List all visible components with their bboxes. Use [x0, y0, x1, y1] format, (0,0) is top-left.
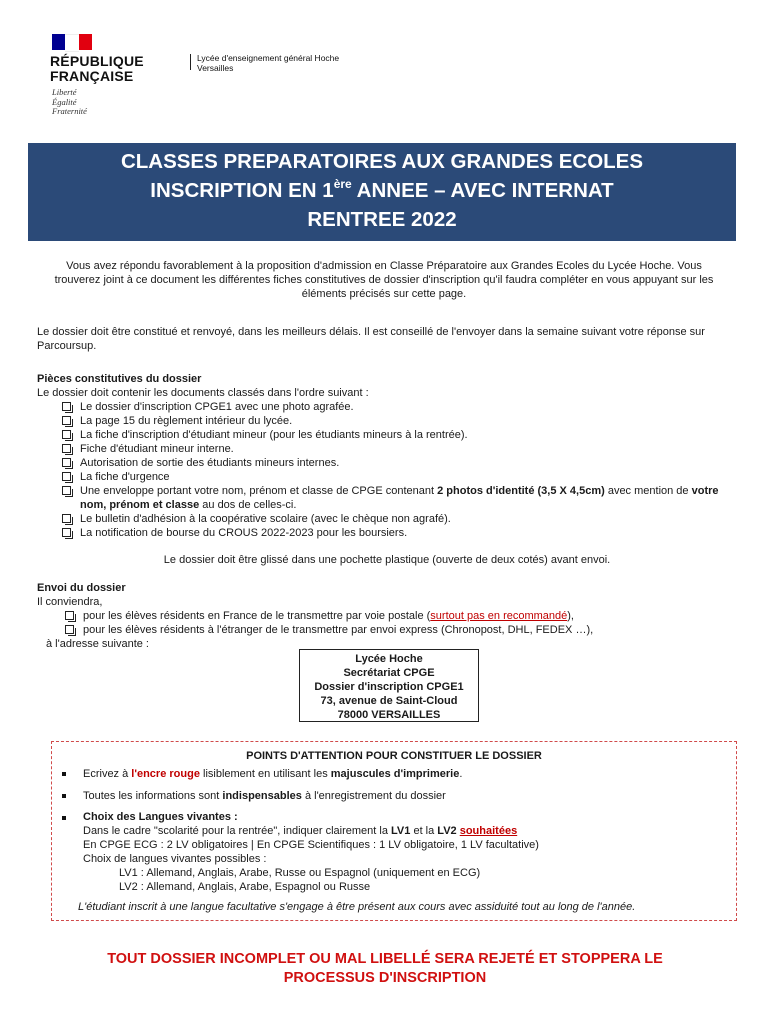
banner-line-2 [28, 176, 736, 205]
b2-b: indispensables [222, 790, 302, 802]
list-item [60, 414, 740, 428]
checkbox-icon [62, 486, 71, 495]
banner-line-2-post: ANNEE – AVEC INTERNAT [351, 179, 614, 202]
bullet-icon [62, 794, 66, 798]
b2-a: Toutes les informations sont [83, 790, 223, 802]
envoi-lead: Il conviendra, [37, 596, 103, 608]
envoi-heading: Envoi du dossier [37, 582, 126, 594]
list-item [63, 623, 737, 637]
francaise-text: FRANÇAISE [50, 68, 134, 84]
facultative-note: L'étudiant inscrit à une langue facultative s'engage à être présent aux cours avec assiduité tout au long de l'année. [78, 901, 636, 913]
b1-a: Ecrivez à [83, 768, 132, 780]
intro-paragraph: Vous avez répondu favorablement à la proposition d'admission en Classe Préparatoire aux Grandes Ecoles du Lycée Hoche. Vous trouverez joint à ce document les différentes fiches constitutives de dossier d'inscription qu'il faudra compléter en vous appuyant sur les éléments précisés sur cette page. [54, 260, 714, 300]
l1-c: et la [410, 825, 438, 837]
list-item-text: La fiche d'inscription d'étudiant mineur (pour les étudiants mineurs à la rentrée). [80, 429, 468, 441]
lv2-options: LV2 : Allemand, Anglais, Arabe, Espagnol ou Russe [119, 881, 371, 893]
address-line: Lycée Hoche [355, 653, 423, 665]
pieces-heading: Pièces constitutives du dossier [37, 373, 202, 385]
address-line: 73, avenue de Saint-Cloud [320, 695, 458, 707]
list-item [60, 428, 740, 442]
list-item-text: La notification de bourse du CROUS 2022-2023 pour les boursiers. [80, 527, 408, 539]
attention-bullet-2 [83, 789, 446, 803]
final-warning [40, 950, 730, 988]
banner-line-2-pre: INSCRIPTION EN 1 [150, 179, 334, 202]
list-item [60, 442, 740, 456]
checkbox-icon [62, 514, 71, 523]
list-item-text: pour les élèves résidents à l'étranger de le transmettre par envoi express (Chronopost, DHL, FEDEX …), [83, 624, 594, 636]
envelope-text-a: Une enveloppe portant votre nom, prénom et classe de CPGE contenant [80, 485, 438, 497]
list-item-text: Le dossier d'inscription CPGE1 avec une photo agrafée. [80, 401, 354, 413]
checkbox-icon [62, 472, 71, 481]
motto-fraternite: Fraternité [52, 106, 87, 116]
b1-c: lisiblement en utilisant les [199, 768, 331, 780]
souhaitees-text: souhaitées [459, 825, 518, 837]
list-item [60, 484, 740, 512]
envoi-item-1-c: ), [567, 610, 574, 622]
delay-paragraph: Le dossier doit être constitué et renvoyé, dans les meilleurs délais. Il est conseillé de l'envoyer dans la semaine suivant votre réponse sur Parcoursup. [37, 326, 705, 352]
list-item-text: La page 15 du règlement intérieur du lycée. [80, 415, 293, 427]
checkbox-icon [62, 458, 71, 467]
checkbox-icon [62, 528, 71, 537]
pieces-list [60, 400, 740, 540]
list-item-text: Le bulletin d'adhésion à la coopérative scolaire (avec le chèque non agrafé). [80, 513, 451, 525]
languages-line-2: En CPGE ECG : 2 LV obligatoires | En CPGE Scientifiques : 1 LV obligatoire, 1 LV facultative) [83, 839, 539, 851]
list-item [60, 470, 740, 484]
list-item [63, 609, 737, 623]
pieces-lead: Le dossier doit contenir les documents classés dans l'ordre suivant : [37, 387, 369, 399]
motto-liberte: Liberté [52, 87, 77, 97]
envelope-text-b: 2 photos d'identité (3,5 X 4,5cm) [437, 485, 605, 497]
pieces-section [37, 372, 737, 540]
checkbox-icon [62, 430, 71, 439]
republique-francaise-title [50, 54, 144, 84]
lycee-line-2: Versailles [197, 62, 234, 73]
address-line: Secrétariat CPGE [343, 667, 435, 679]
l1-d: LV2 [437, 825, 457, 837]
envelope-text-c: avec mention de [604, 485, 692, 497]
envelope-text-e: au dos de celles-ci. [199, 499, 297, 511]
french-flag-logo [52, 34, 92, 50]
b1-e: . [459, 768, 463, 780]
bullet-icon [62, 816, 66, 820]
bullet-icon [62, 772, 66, 776]
no-registered-mail-warning: surtout pas en recommandé [430, 610, 568, 622]
list-item [60, 456, 740, 470]
lycee-line-1: Lycée d'enseignement général Hoche [197, 53, 340, 63]
header-separator [190, 54, 191, 70]
b1-d: majuscules d'imprimerie [330, 768, 460, 780]
languages-title: Choix des Langues vivantes : [83, 811, 238, 823]
envoi-section [37, 581, 737, 651]
final-warning-line-2: PROCESSUS D'INSCRIPTION [283, 970, 487, 986]
banner-line-3: RENTREE 2022 [307, 208, 457, 231]
languages-line-3: Choix de langues vivantes possibles : [83, 853, 267, 865]
envoi-item-1-a: pour les élèves résidents en France de le transmettre par voie postale ( [83, 610, 431, 622]
checkbox-icon [62, 402, 71, 411]
attention-bullet-3 [83, 810, 539, 894]
list-item [60, 400, 740, 414]
address-line: 78000 VERSAILLES [337, 709, 441, 721]
attention-box [51, 741, 737, 921]
final-warning-line-1: TOUT DOSSIER INCOMPLET OU MAL LIBELLÉ SERA REJETÉ ET STOPPERA LE [107, 951, 663, 967]
banner-superscript: ère [333, 177, 352, 191]
l1-b: LV1 [391, 825, 411, 837]
list-item-text: Autorisation de sortie des étudiants mineurs internes. [80, 457, 340, 469]
lv1-options: LV1 : Allemand, Anglais, Arabe, Russe ou Espagnol (uniquement en ECG) [119, 867, 481, 879]
motto-egalite: Égalité [52, 96, 77, 107]
address-line: Dossier d'inscription CPGE1 [314, 681, 464, 693]
lycee-name [197, 54, 339, 73]
checkbox-icon [65, 625, 74, 634]
banner-line-1: CLASSES PREPARATOIRES AUX GRANDES ECOLES [120, 150, 644, 173]
b2-c: à l'enregistrement du dossier [301, 790, 446, 802]
list-item [60, 526, 740, 540]
envoi-list [63, 609, 737, 637]
checkbox-icon [65, 611, 74, 620]
list-item-text: Fiche d'étudiant mineur interne. [80, 443, 234, 455]
red-ink-text: l'encre rouge [131, 768, 200, 780]
address-box [299, 649, 479, 722]
l1-a: Dans le cadre "scolarité pour la rentrée", indiquer clairement la [83, 825, 392, 837]
envoi-tail: à l'adresse suivante : [46, 638, 149, 650]
checkbox-icon [62, 416, 71, 425]
pochette-note: Le dossier doit être glissé dans une pochette plastique (ouverte de deux cotés) avant envoi. [163, 554, 611, 566]
list-item-text: La fiche d'urgence [80, 471, 170, 483]
languages-line-1 [83, 824, 539, 838]
republique-text: RÉPUBLIQUE [50, 53, 144, 69]
checkbox-icon [62, 444, 71, 453]
motto [52, 88, 87, 117]
title-banner [28, 143, 736, 241]
list-item [60, 512, 740, 526]
attention-title: POINTS D'ATTENTION POUR CONSTITUER LE DOSSIER [246, 750, 542, 762]
attention-bullet-1 [83, 767, 462, 781]
envelope-text-d: votre nom, prénom et classe [80, 485, 719, 511]
